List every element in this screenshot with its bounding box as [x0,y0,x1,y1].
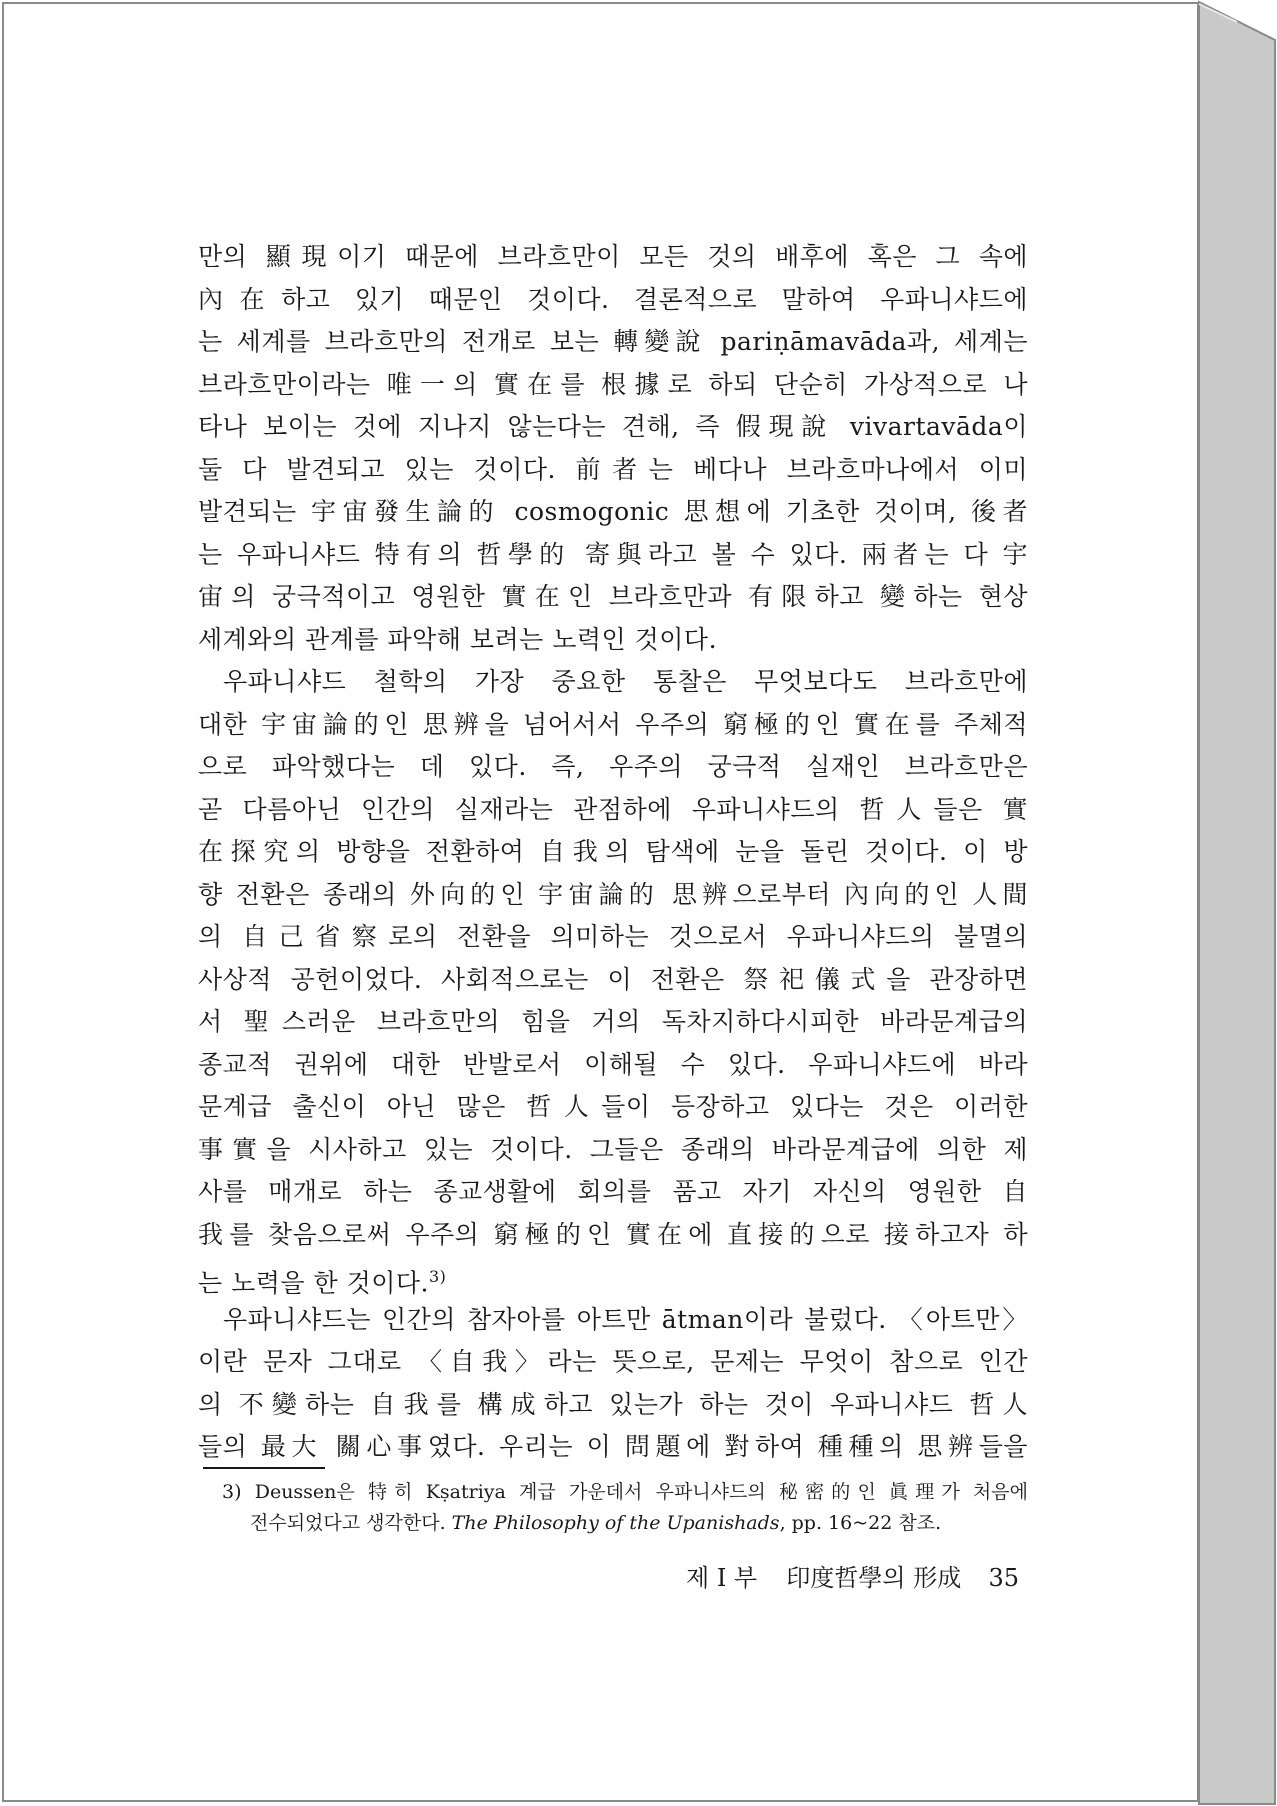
text-line: 문계급 출신이 아닌 많은 哲人들이 등장하고 있다는 것은 이러한 [198,1092,1028,1121]
text-line: 事實을 시사하고 있는 것이다. 그들은 종래의 바라문계급에 의한 제 [198,1134,1028,1164]
text-line: 宙의 궁극적이고 영원한 實在인 브라흐만과 有限하고 變하는 현상 [198,582,1028,611]
text-line: 으로 파악했다는 데 있다. 즉, 우주의 궁극적 실재인 브라흐만은 [198,752,1028,781]
text-line: 는 세계를 브라흐만의 전개로 보는 轉變說 pariṇāmavāda과, 세계는 [198,327,1028,356]
text-line: 곧 다름아닌 인간의 실재라는 관점하에 우파니샤드의 哲人들은 實 [198,794,1028,824]
footnote-text: 전수되었다고 생각한다. [250,1512,452,1534]
running-footer [686,1558,1020,1598]
text-line [198,1256,1028,1299]
footnote-divider [203,1467,325,1469]
footnote-line: 3) Deussen은 特히 Kṣatriya 계급 가운데서 우파니샤드의 秘密的인 眞理가 처음에 [222,1481,1028,1503]
text-line: 우파니샤드 철학의 가장 중요한 통찰은 무엇보다도 브라흐만에 [223,667,1028,696]
footnote-book-title: The Philosophy of the Upanishads [451,1512,780,1534]
text-line: 사상적 공헌이었다. 사회적으로는 이 전환은 祭祀儀式을 관장하면 [198,964,1028,994]
text-line: 향 전환은 종래의 外向的인 宇宙論的 思辨으로부터 內向的인 人間 [198,879,1028,909]
text-line: 종교적 권위에 대한 반발로서 이해될 수 있다. 우파니샤드에 바라 [198,1049,1028,1079]
text-line: 의 自己省察로의 전환을 의미하는 것으로서 우파니샤드의 불멸의 [198,922,1028,951]
text-line: 는 우파니샤드 特有의 哲學的 寄與라고 볼 수 있다. 兩者는 다 宇 [198,539,1028,569]
footer-part: 제 I 부 [686,1564,758,1592]
text-line: 사를 매개로 하는 종교생활에 회의를 품고 자기 자신의 영원한 自 [198,1177,1028,1206]
text-line: 이란 문자 그대로 〈自我〉라는 뜻으로, 문제는 무엇이 참으로 인간 [198,1347,1028,1376]
page-number: 35 [988,1564,1020,1592]
footnote-text: , pp. 16~22 참조. [779,1512,942,1534]
text-line: 세계와의 관계를 파악해 보려는 노력인 것이다. [198,624,718,654]
text-line: 둘 다 발견되고 있는 것이다. 前者는 베다나 브라흐마나에서 이미 [198,454,1028,484]
text-line: 內在하고 있기 때문인 것이다. 결론적으로 말하여 우파니샤드에 [198,284,1028,314]
text-line: 들의 最大 關心事였다. 우리는 이 問題에 對하여 種種의 思辨들을 [198,1432,1028,1461]
text-line: 在探究의 방향을 전환하여 自我의 탐색에 눈을 돌린 것이다. 이 방 [198,837,1028,866]
footnote-ref: 3) [429,1267,447,1286]
text-line: 만의 顯現이기 때문에 브라흐만이 모든 것의 배후에 혹은 그 속에 [198,242,1028,271]
text-line: 대한 宇宙論的인 思辨을 넘어서서 우주의 窮極的인 實在를 주체적 [198,709,1028,739]
text-line: 우파니샤드는 인간의 참자아를 아트만 ātman이라 불렀다. 〈아트만〉 [223,1304,1028,1334]
footnotes [222,1477,1028,1539]
text-line: 발견되는 宇宙發生論的 cosmogonic 思想에 기초한 것이며, 後者 [198,497,1028,526]
text-line: 我를 찾음으로써 우주의 窮極的인 實在에 直接的으로 接하고자 하 [198,1219,1028,1249]
text-line: 타나 보이는 것에 지나지 않는다는 견해, 즉 假現說 vivartavāda이 [198,412,1028,441]
footer-title: 印度哲學의 形成 [786,1564,962,1592]
footnote-line [222,1508,1028,1539]
text-line: 서 聖스러운 브라흐만의 힘을 거의 독차지하다시피한 바라문계급의 [198,1007,1028,1036]
body-text [198,236,1028,1469]
text-line: 의 不變하는 自我를 構成하고 있는가 하는 것이 우파니샤드 哲人 [198,1389,1028,1419]
text-line-content: 는 노력을 한 것이다. [198,1268,429,1298]
text-line: 브라흐만이라는 唯一의 實在를 根據로 하되 단순히 가상적으로 나 [198,369,1028,399]
